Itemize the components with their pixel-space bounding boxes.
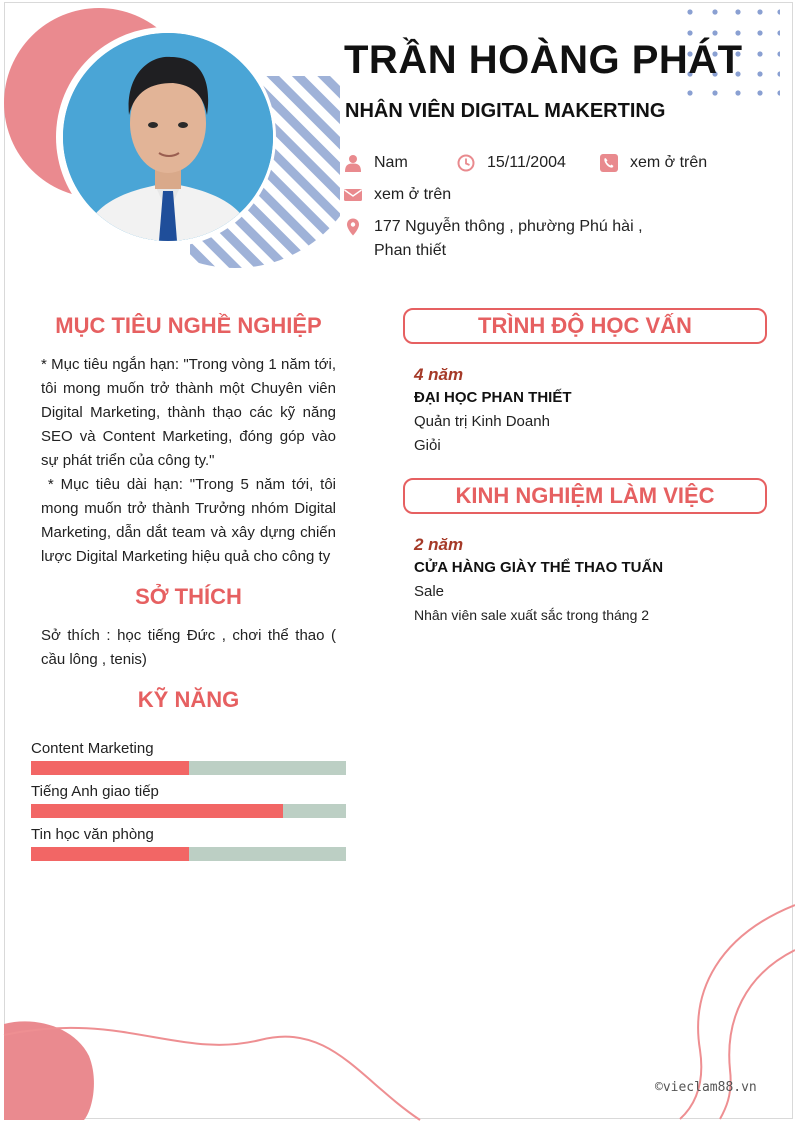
address-value: 177 Nguyễn thông , phường Phú hài , Phan thiết (374, 218, 643, 259)
gender-value: Nam (374, 154, 408, 171)
phone-icon (600, 154, 618, 172)
skill-bar-fill (31, 847, 189, 861)
skill-bar (31, 761, 346, 775)
hobbies-title: SỞ THÍCH (135, 584, 242, 609)
contact-address (344, 218, 684, 263)
objective-title: MỤC TIÊU NGHỀ NGHIỆP (55, 313, 322, 338)
education-grade: Giỏi (414, 437, 441, 454)
skill-label: Tiếng Anh giao tiếp (31, 783, 159, 800)
candidate-position: NHÂN VIÊN DIGITAL MAKERTING (345, 100, 666, 122)
skills-title: KỸ NĂNG (137, 687, 240, 712)
candidate-name: TRẦN HOÀNG PHÁT (344, 38, 743, 82)
clock-icon (457, 154, 475, 172)
skill-label: Content Marketing (31, 740, 154, 757)
education-school: ĐẠI HỌC PHAN THIẾT (414, 389, 572, 406)
skill-label: Tin học văn phòng (31, 826, 154, 843)
experience-achievement: Nhân viên sale xuất sắc trong tháng 2 (414, 607, 650, 623)
skill-bar-fill (31, 761, 189, 775)
objective-short-term: * Mục tiêu ngắn hạn: "Trong vòng 1 năm tới, tôi mong muốn trở thành một Chuyên viên Digital Marketing, thành thạo các kỹ năng SEO và Content Marketing, đóng góp vào sự phát triển của công ty." (41, 356, 336, 469)
phone-value: xem ở trên (630, 154, 708, 171)
education-major: Quản trị Kinh Doanh (414, 413, 550, 430)
email-value: xem ở trên (374, 186, 452, 203)
contact-birthday (457, 154, 566, 175)
skill-bar (31, 804, 346, 818)
birthday-value: 15/11/2004 (487, 154, 566, 171)
experience-title: KINH NGHIỆM LÀM VIỆC (403, 478, 767, 514)
education-title: TRÌNH ĐỘ HỌC VẤN (403, 308, 767, 344)
person-icon (344, 154, 362, 172)
contact-phone (600, 154, 707, 175)
experience-company: CỬA HÀNG GIÀY THỂ THAO TUẤN (414, 559, 664, 576)
envelope-icon (344, 186, 362, 204)
experience-role: Sale (414, 583, 445, 600)
objective-long-term: * Mục tiêu dài hạn: "Trong 5 năm tới, tôi mong muốn trở thành Trưởng nhóm Digital Marketing, dẫn dắt team và xây dựng chiến lược Digital Marketing hiệu quả cho công ty (41, 476, 341, 565)
avatar (63, 33, 273, 241)
contact-gender (344, 154, 408, 175)
skill-bar-fill (31, 804, 283, 818)
hobbies-text: Sở thích : học tiếng Đức , chơi thể thao ( cầu lông , tenis) (41, 627, 336, 668)
objective-text (41, 353, 341, 569)
skill-bar (31, 847, 346, 861)
watermark: ©vieclam88.vn (655, 1080, 757, 1095)
education-duration: 4 năm (414, 365, 464, 384)
contact-email (344, 186, 451, 207)
decorative-blob (4, 1016, 96, 1120)
map-pin-icon (344, 218, 362, 236)
avatar-portrait (63, 33, 273, 241)
experience-duration: 2 năm (414, 535, 464, 554)
